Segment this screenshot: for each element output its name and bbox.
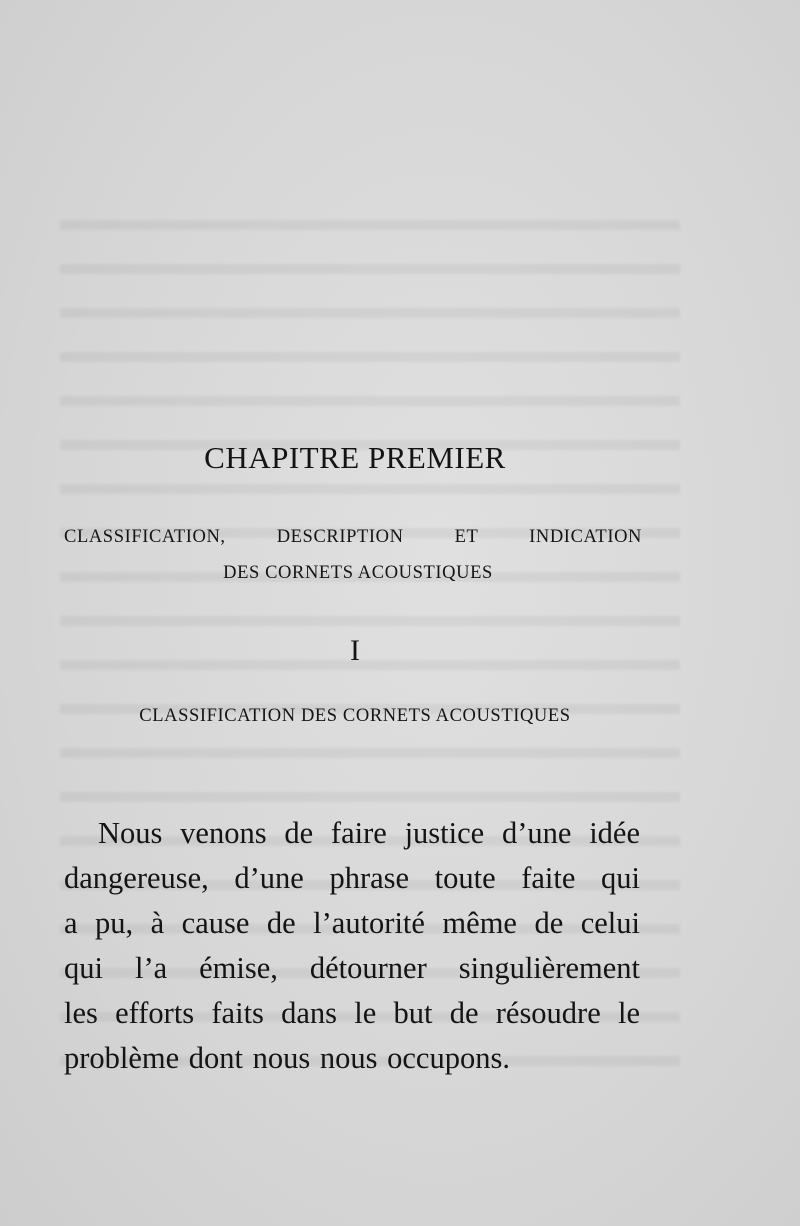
chapter-subtitle-line-2: DES CORNETS ACOUSTIQUES [223,563,493,583]
body-line-1: Nous venons de faire justice d’une idée [98,816,640,850]
body-line-2: dangereuse, d’une phrase toute faite qui [64,861,640,895]
body-line-3: a pu, à cause de l’autorité même de celui [64,906,640,940]
body-paragraph [64,811,640,1081]
body-line-4: qui l’a émise, détourner singulièrement [64,951,640,985]
body-line-6: problème dont nous nous occupons. [64,1041,510,1075]
section-title: CLASSIFICATION DES CORNETS ACOUSTIQUES [139,706,571,726]
chapter-subtitle-line-1: CLASSIFICATION, DESCRIPTION ET INDICATION [64,527,642,547]
section-number: I [350,634,360,667]
chapter-subtitle [64,519,642,591]
body-line-5: les efforts faits dans le but de résoudre le [64,996,640,1030]
chapter-title: CHAPITRE PREMIER [204,440,506,475]
